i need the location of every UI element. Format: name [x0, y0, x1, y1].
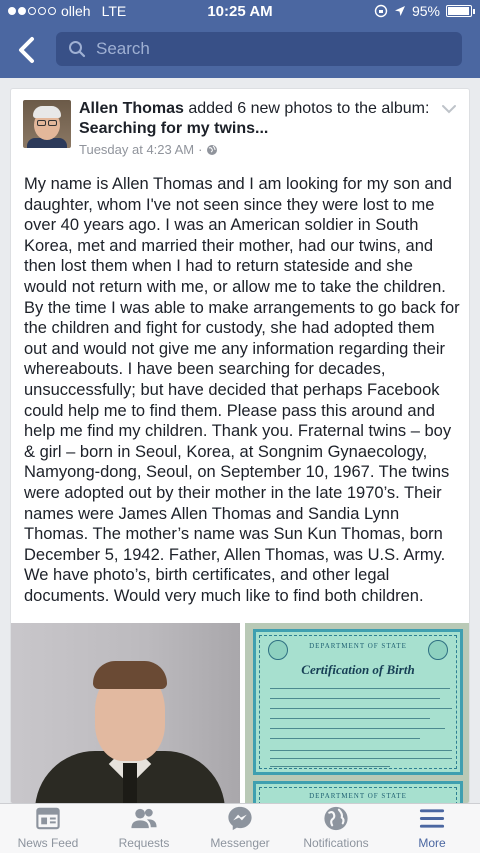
author-name[interactable]: Allen Thomas — [79, 100, 184, 117]
menu-icon — [417, 804, 447, 833]
magnifier-icon — [68, 40, 86, 58]
news-feed-icon — [33, 804, 63, 833]
tab-label: Messenger — [210, 836, 270, 850]
certificate-document — [253, 629, 463, 775]
chevron-down-icon[interactable] — [441, 103, 457, 115]
location-arrow-icon — [394, 5, 406, 17]
tab-messenger[interactable] — [192, 804, 288, 853]
carrier-name: olleh — [61, 3, 91, 19]
network-type: LTE — [101, 3, 127, 19]
search-input[interactable] — [56, 32, 462, 66]
globe-icon — [206, 144, 218, 156]
tab-label: Requests — [118, 836, 170, 850]
meta-separator: · — [198, 142, 203, 157]
tab-bar — [0, 803, 480, 853]
post-body: My name is Allen Thomas and I am looking for my son and daughter, whom I've not seen since they were lost to me over 40 years ago. I was an American soldier in South Korea, met and married their mother, had our twins, and then lost them when I had to return stateside and she would not return with me, or allow me to take the children. By the time I was able to make arrangements to go back for the children and fight for custody, she had adopted them out and would not give me any information regarding their whereabouts. I have been searching for decades, unsuccessfully; but have decided that perhaps Facebook could help me to find them. Please pass this around and help me find my children. Thank you. Fraternal twins – boy & girl – born in Seoul, Korea, at Songnim Gynaecology, Namyong-dong, Seoul, on September 10, 1967. The twins were adopted out by their mother in the late 1970’s. Their names were James Allen Thomas and Sandia Lynn Thomas. The mother’s name was Sun Kun Thomas, born December 5, 1942. Father, Allen Thomas, was U.S. Army. We have photo’s, birth certificates, and other legal documents. Would very much like to find both children. — [24, 175, 460, 605]
status-right — [374, 3, 472, 19]
tab-label: Notifications — [303, 836, 369, 850]
post-header — [79, 99, 439, 139]
tab-more[interactable] — [384, 804, 480, 853]
clock: 10:25 AM — [207, 3, 273, 20]
certificate-department: DEPARTMENT OF STATE — [309, 792, 407, 800]
certificate-department: DEPARTMENT OF STATE — [309, 642, 407, 650]
post-timestamp[interactable]: Tuesday at 4:23 AM — [79, 142, 195, 157]
status-bar — [0, 0, 480, 24]
chevron-left-icon[interactable] — [12, 34, 44, 66]
rotation-lock-icon — [374, 4, 388, 18]
tab-notifications[interactable] — [288, 804, 384, 853]
soldier-portrait-photo[interactable] — [10, 623, 240, 804]
tab-label: News Feed — [17, 836, 79, 850]
requests-icon — [129, 804, 159, 833]
battery-percent: 95% — [411, 3, 440, 19]
certificate-document-second — [253, 781, 463, 804]
messenger-icon — [225, 804, 255, 833]
top-bar — [0, 0, 480, 78]
search-placeholder: Search — [96, 39, 150, 58]
tab-news-feed[interactable] — [0, 804, 96, 853]
post-card — [10, 88, 470, 804]
post-action: added 6 new photos to the album: — [183, 100, 430, 117]
album-link[interactable]: Searching for my twins... — [79, 120, 269, 137]
tab-requests[interactable] — [96, 804, 192, 853]
avatar[interactable] — [23, 100, 71, 148]
post-meta — [79, 142, 218, 157]
globe-icon — [321, 804, 351, 833]
birth-certificate-photo[interactable] — [245, 623, 470, 804]
battery-icon — [446, 5, 472, 17]
certificate-title: Certification of Birth — [301, 662, 415, 677]
tab-label: More — [418, 836, 446, 850]
